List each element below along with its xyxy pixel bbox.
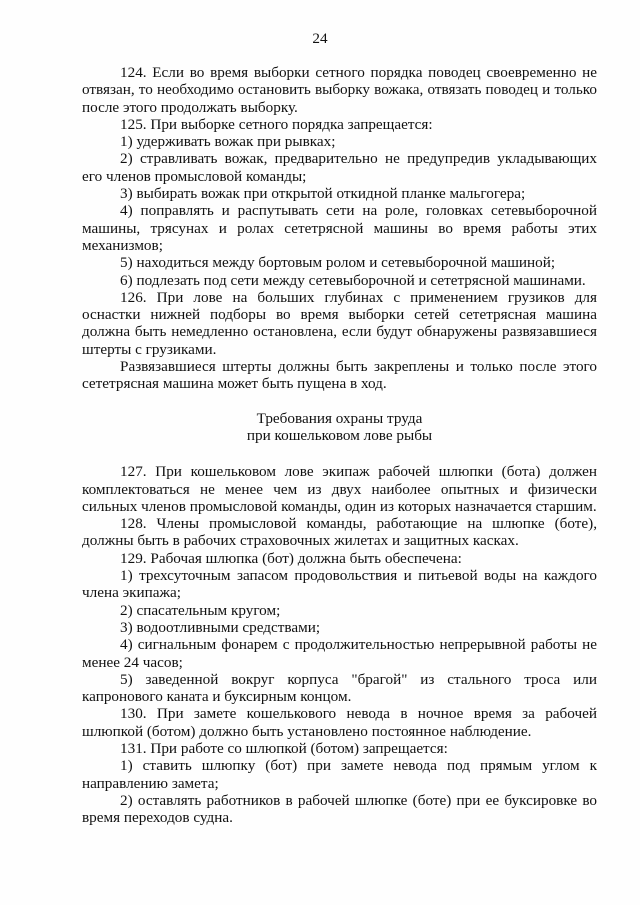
list-item-129-4: 4) сигнальным фонарем с продолжительностью непрерывной работы не менее 24 часов;: [82, 636, 597, 671]
list-item-129-5: 5) заведенной вокруг корпуса "брагой" из стального троса или капронового каната и буксирным концом.: [82, 670, 597, 706]
list-item-125-6: 6) подлезать под сети между сетевыборочной и сететрясной машинами.: [120, 271, 586, 289]
list-item-129-3: 3) водоотливными средствами;: [120, 618, 321, 636]
list-item-131-2: 2) оставлять работников в рабочей шлюпке (боте) при ее буксировке во время переходов судна.: [82, 791, 597, 827]
paragraph-125: 125. При выборке сетного порядка запрещается:: [120, 115, 433, 133]
paragraph-124: 124. Если во время выборки сетного порядка поводец своевременно не отвязан, то необходимо остановить выборку вожака, отвязать поводец и только после этого продолжать выборку.: [82, 64, 597, 116]
list-item-129-1: 1) трехсуточным запасом продовольствия и питьевой воды на каждого члена экипажа;: [82, 567, 597, 602]
paragraph-129: 129. Рабочая шлюпка (бот) должна быть обеспечена:: [120, 549, 462, 567]
list-item-125-2: 2) стравливать вожак, предварительно не предупредив укладывающих его членов промысловой команды;: [82, 150, 597, 185]
list-item-125-4: 4) поправлять и распутывать сети на роле, головках сетевыборочной машины, трясунах и ролах сететрясной машины во время работы этих механизмов;: [82, 202, 597, 254]
paragraph-127: 127. При кошельковом лове экипаж рабочей шлюпки (бота) должен комплектоваться не менее чем из двух наиболее опытных и физически сильных членов промысловой команды, один из которых назначается старшим.: [82, 463, 597, 515]
page-number: 24: [312, 30, 328, 47]
document-body: [82, 64, 597, 826]
paragraph-126: 126. При лове на больших глубинах с применением грузиков для оснастки нижней подборы во время выборки сетей сететрясная машина должна быть немедленно остановлена, если будут обнаружены развязавшиеся штерты с грузиками.: [82, 288, 597, 358]
list-item-129-2: 2) спасательным кругом;: [120, 601, 281, 619]
list-item-125-5: 5) находиться между бортовым ролом и сетевыборочной машиной;: [120, 254, 556, 272]
section-heading: [82, 410, 597, 445]
paragraph-126-continuation: Развязавшиеся штерты должны быть закреплены и только после этого сететрясная машина может быть пущена в ход.: [82, 358, 597, 393]
list-item-131-1: 1) ставить шлюпку (бот) при замете невода под прямым углом к направлению замета;: [82, 757, 597, 792]
list-item-125-1: 1) удерживать вожак при рывках;: [120, 133, 336, 151]
section-heading-line-1: Требования охраны труда: [256, 409, 423, 427]
list-item-125-3: 3) выбирать вожак при открытой откидной планке мальгогера;: [120, 185, 526, 203]
paragraph-128: 128. Члены промысловой команды, работающие на шлюпке (боте), должны быть в рабочих страховочных жилетах и защитных касках.: [82, 515, 597, 550]
paragraph-131: 131. При работе со шлюпкой (ботом) запрещается:: [120, 739, 448, 757]
section-heading-line-2: при кошельковом лове рыбы: [246, 426, 433, 444]
paragraph-130: 130. При замете кошелькового невода в ночное время за рабочей шлюпкой (ботом) должно быть установлено постоянное наблюдение.: [82, 705, 597, 740]
